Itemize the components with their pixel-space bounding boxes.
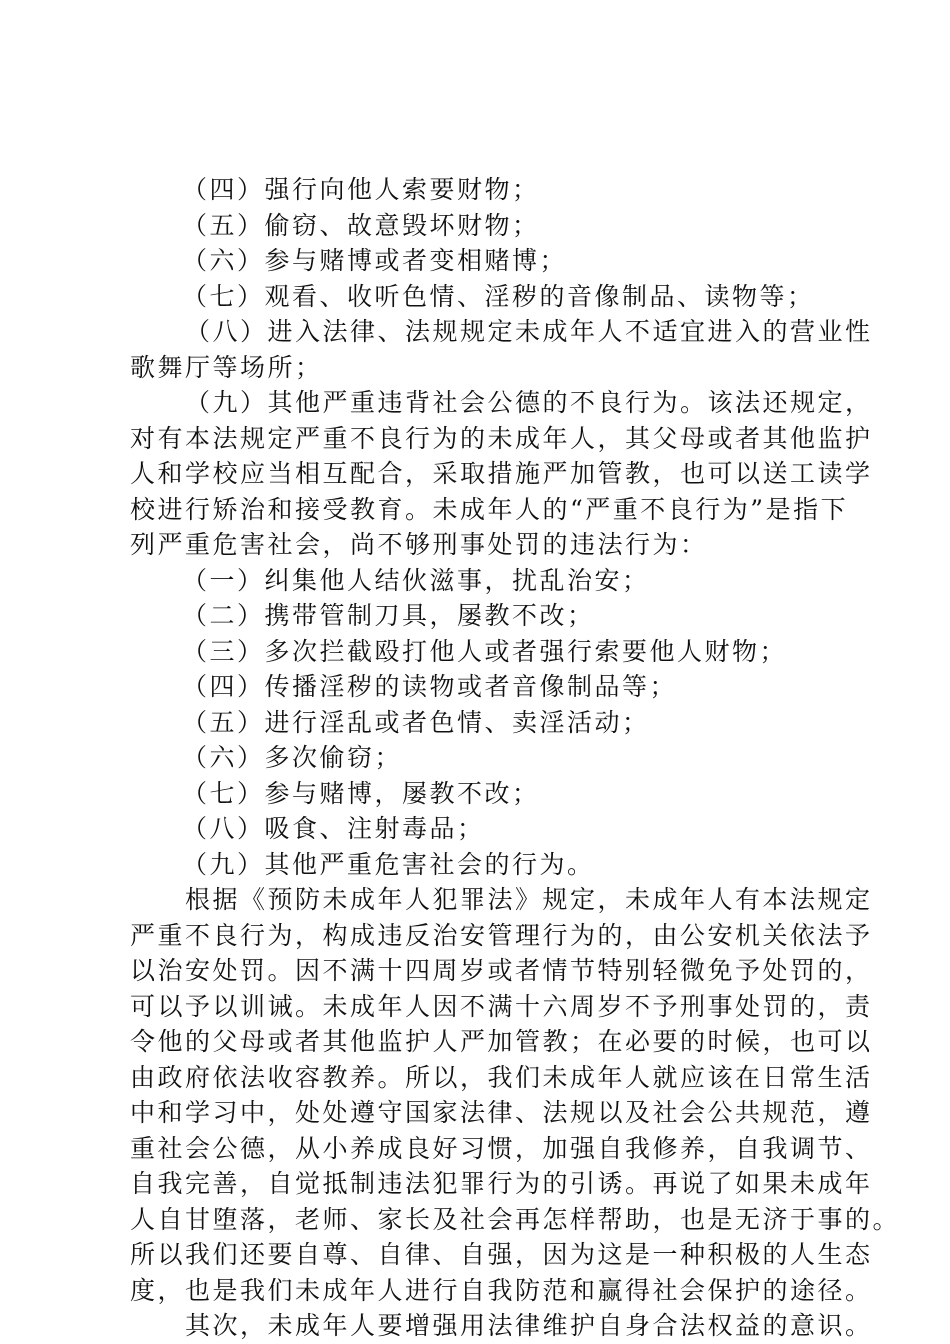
text-line: 所以我们还要自尊、自律、自强，因为这是一种积极的人生态 — [130, 1240, 873, 1269]
text-line: （五）进行淫乱或者色情、卖淫活动； — [182, 707, 650, 737]
text-line: 人自甘堕落，老师、家长及社会再怎样帮助，也是无济于事的。 — [130, 1204, 901, 1234]
text-line: 严重不良行为，构成违反治安管理行为的，由公安机关依法予 — [130, 920, 873, 950]
text-line: 自我完善，自觉抵制违法犯罪行为的引诱。再说了如果未成年 — [130, 1169, 873, 1198]
text-line: （八）吸食、注射毒品； — [182, 814, 485, 843]
text-line: 令他的父母或者其他监护人严加管教；在必要的时候，也可以 — [130, 1027, 873, 1056]
text-line: 根据《预防未成年人犯罪法》规定，未成年人有本法规定 — [185, 885, 873, 914]
text-line: （九）其他严重违背社会公德的不良行为。该法还规定， — [185, 388, 873, 417]
text-line: 中和学习中，处处遵守国家法律、法规以及社会公共规范，遵 — [130, 1098, 873, 1127]
text-line: （七）观看、收听色情、淫秽的音像制品、读物等； — [182, 281, 815, 311]
text-line: （四）强行向他人索要财物； — [182, 175, 540, 204]
text-line: （六）多次偷窃； — [182, 743, 403, 772]
text-line: 由政府依法收容教养。所以，我们未成年人就应该在日常生活 — [130, 1062, 873, 1092]
text-line: 歌舞厅等场所； — [130, 352, 323, 382]
text-line: 对有本法规定严重不良行为的未成年人，其父母或者其他监护 — [130, 423, 873, 453]
text-line: （三）多次拦截殴打他人或者强行索要他人财物； — [182, 636, 788, 666]
text-line: 其次，未成年人要增强用法律维护自身合法权益的意识。 — [185, 1311, 873, 1340]
text-line: （二）携带管制刀具，屡教不改； — [182, 601, 595, 630]
text-line: （四）传播淫秽的读物或者音像制品等； — [182, 672, 678, 701]
text-line: （一）纠集他人结伙滋事，扰乱治安； — [182, 565, 650, 595]
text-line: 校进行矫治和接受教育。未成年人的“严重不良行为”是指下 — [130, 494, 849, 524]
text-line: （八）进入法律、法规规定未成年人不适宜进入的营业性 — [185, 317, 873, 346]
text-line: 以治安处罚。因不满十四周岁或者情节特别轻微免予处罚的， — [130, 956, 873, 985]
text-line: （六）参与赌博或者变相赌博； — [182, 246, 568, 275]
text-line: （五）偷窃、故意毁坏财物； — [182, 210, 540, 240]
text-line: 重社会公德，从小养成良好习惯，加强自我修养，自我调节、 — [130, 1133, 873, 1163]
document-body — [130, 172, 901, 1344]
text-line: 可以予以训诫。未成年人因不满十六周岁不予刑事处罚的，责 — [130, 991, 873, 1021]
text-line: 列严重危害社会，尚不够刑事处罚的违法行为： — [130, 530, 708, 559]
text-line: （九）其他严重危害社会的行为。 — [182, 849, 595, 879]
text-line: 人和学校应当相互配合，采取措施严加管教，也可以送工读学 — [130, 459, 873, 488]
text-line: （七）参与赌博，屡教不改； — [182, 778, 540, 808]
text-line: 度，也是我们未成年人进行自我防范和赢得社会保护的途径。 — [130, 1275, 873, 1305]
